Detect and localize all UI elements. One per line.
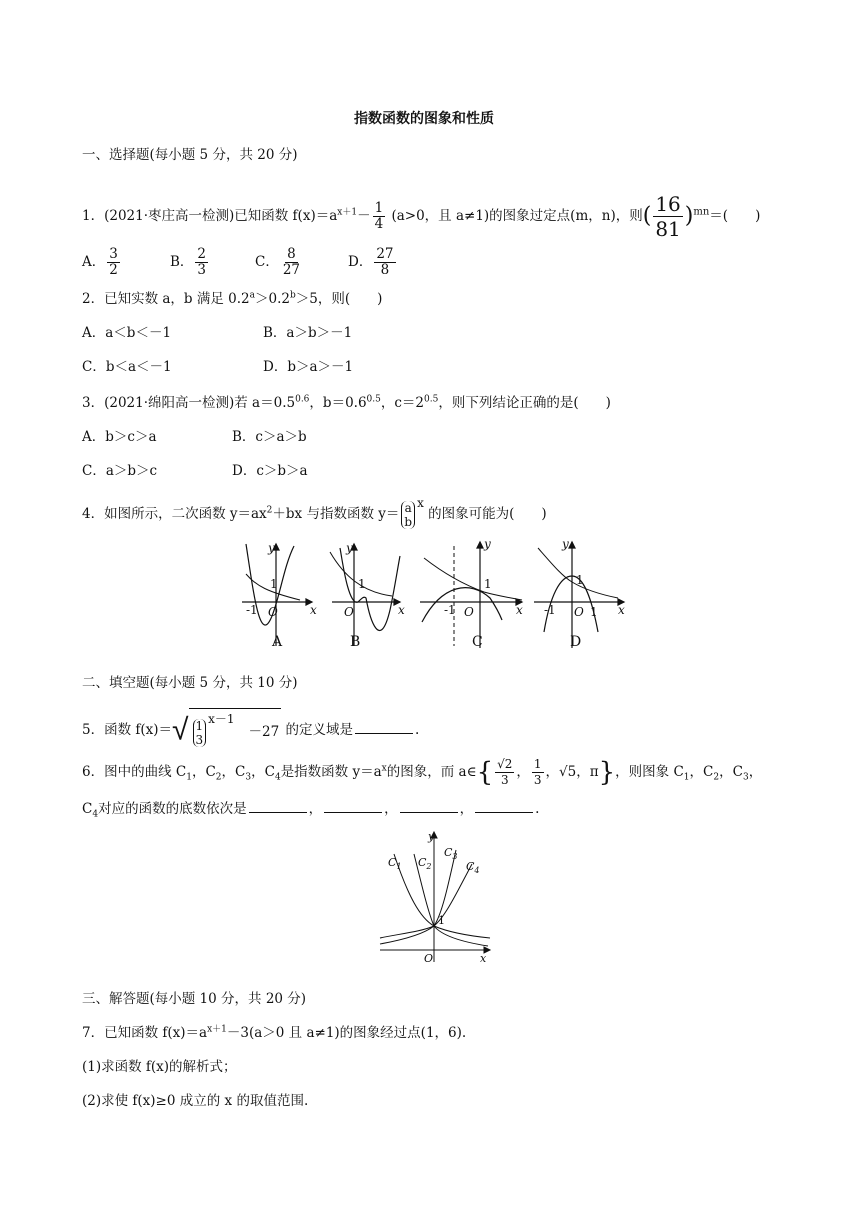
q1-frac-num: 1	[374, 200, 384, 216]
q6-tc1: ，C	[689, 764, 714, 780]
q4-stem-a: 4．如图所示，二次函数 y＝ax	[82, 506, 267, 522]
q6-c1: ，C	[191, 764, 216, 780]
q6-sep2: ，	[545, 764, 560, 780]
q1-tail: ＝( )	[709, 208, 761, 224]
q6-graph	[372, 826, 494, 966]
q6-sep3: ，	[576, 764, 590, 780]
q2-stem-c: ＞5，则( )	[295, 291, 383, 307]
q6-set-b-num: 1	[533, 757, 542, 771]
q6-end: .	[535, 801, 540, 817]
q3-stem-b: ，b＝0.6	[309, 395, 367, 411]
q7-part-2: (2)求使 f(x)≥0 成立的 x 的取值范围.	[82, 1093, 309, 1109]
q1-option-d-den: 8	[380, 262, 390, 278]
question-3-stem	[82, 394, 611, 412]
q4-c-neg: -1	[444, 603, 456, 617]
q4-base-bracket	[401, 501, 415, 529]
q1-big-fraction	[653, 192, 682, 241]
question-6-line-2	[82, 800, 539, 818]
q2-option-c: C．b＜a＜－1	[82, 359, 172, 375]
q6-set-a-den: 3	[500, 773, 509, 787]
q6-set-d: π	[589, 764, 599, 780]
q3-stem-c: ，c＝2	[380, 395, 425, 411]
q1-option-b-den: 3	[197, 262, 207, 278]
question-6-line-1: 6．图中的曲线 $C_1$，$C_2$，$C_3$，$C_4$是指数函数 $y=a^x$的图象，而 a∈{ $\frac{√2}{3}$ ， $\frac{1}{3}$ ，√5，π}，则图象 $C_1$，$C_2$，$C_3$，	[82, 757, 763, 788]
q6-s2: 2	[215, 772, 222, 783]
q6-t2: 2	[713, 772, 720, 783]
q5-prefix: 5．函数 f(x)＝	[82, 722, 173, 738]
q4-a-neg: -1	[246, 603, 258, 617]
q4-a-x: x	[310, 603, 317, 617]
q7-sup: x＋1	[207, 1024, 227, 1035]
q5-answer-blank[interactable]	[355, 733, 413, 734]
q4-d-one-x: 1	[590, 605, 598, 619]
q1-fraction	[373, 201, 386, 232]
q4-d-y: y	[562, 537, 569, 551]
q5-radicand	[189, 708, 282, 753]
q3-sup-1: 0.6	[295, 394, 310, 405]
q6-l1c: 的图象，而 a∈	[386, 764, 477, 780]
q3-option-a: A．b＞c＞a	[82, 429, 157, 445]
q6-l2b: 对应的函数的底数依次是	[98, 801, 247, 817]
q4-d-x: x	[618, 603, 625, 617]
q1-exp: x＋1	[337, 207, 358, 218]
q4-a-one: 1	[270, 577, 278, 591]
q4-graph-d	[534, 542, 624, 648]
q1-prefix: 1．(2021·枣庄高一检测)已知函数 f(x)＝a	[82, 208, 338, 224]
q1-option-c-num: 8	[287, 246, 296, 262]
q6-l1a: 6．图中的曲线 C	[82, 764, 187, 780]
q6-blank-3[interactable]	[400, 812, 458, 813]
q6-t3: 3	[742, 772, 749, 783]
q1-option-d-label: D．	[348, 254, 373, 270]
q1-option-b-num: 2	[197, 246, 207, 262]
q4-graphs	[232, 536, 632, 652]
q3-option-b: B．c＞a＞b	[232, 429, 307, 445]
q4-label-c: C	[472, 634, 483, 650]
q4-bracket-top: a	[404, 500, 412, 515]
q4-label-d: D	[570, 634, 582, 650]
question-1-stem: 1．(2021·枣庄高一检测)已知函数 $f(x)=a^{x+1}-$ $\frac{1}{4}$ (a>0，且 a≠1)的图象过定点(m，n)，则( $\frac{16}{81}$ )$^{mn}$＝( )	[82, 192, 761, 241]
q5-base-bracket	[193, 719, 207, 747]
q4-stem-c: 的图象可能为( )	[423, 506, 547, 522]
q4-graph-a	[242, 544, 312, 646]
q3-sup-3: 0.5	[424, 394, 439, 405]
q3-option-c: C．a＞b＞c	[82, 463, 158, 479]
q2-option-d: D．b＞a＞－1	[263, 359, 354, 375]
q2-sup-b: b	[289, 290, 296, 301]
q4-d-o: O	[574, 605, 584, 619]
q3-stem-d: ，则下列结论正确的是( )	[438, 395, 611, 411]
q1-option-d-num: 27	[376, 246, 394, 262]
q3-sup-2: 0.5	[366, 394, 381, 405]
q6-s1: 1	[186, 772, 192, 783]
q6-sep-c: ，	[459, 801, 474, 817]
q1-big-den: 81	[655, 217, 681, 241]
q6-label-c2: $C_2$	[418, 856, 432, 871]
q4-a-y: y	[268, 541, 275, 555]
q4-d-one: 1	[576, 573, 584, 587]
q1-option-a-num: 3	[109, 246, 118, 262]
q4-b-y: y	[346, 541, 353, 555]
q7-part-1: (1)求函数 f(x)的解析式；	[82, 1059, 237, 1075]
q6-set-c: √5	[559, 764, 577, 780]
q6-c2: ，C	[221, 764, 246, 780]
q7-stem-b: －3(a＞0 且 a≠1)的图象经过点(1，6).	[226, 1025, 467, 1041]
q4-d-neg: -1	[544, 603, 556, 617]
q4-stem-b: ＋bx 与指数函数 y＝	[272, 506, 400, 522]
q6-graph-one: 1	[438, 914, 445, 927]
q6-graph-y: y	[428, 830, 435, 843]
q6-sep1: ，	[516, 764, 530, 780]
q2-option-b: B．a＞b＞－1	[263, 325, 353, 341]
q1-frac-den: 4	[374, 216, 384, 232]
q6-c3: ，C	[251, 764, 275, 780]
q3-stem-a: 3．(2021·绵阳高一检测)若 a＝0.5	[82, 395, 296, 411]
q5-end: .	[415, 722, 420, 738]
q6-t1: 1	[683, 772, 690, 783]
q6-label-c3: $C_3$	[444, 846, 458, 861]
q1-big-num: 16	[655, 192, 681, 216]
q1-mid: －	[357, 208, 371, 224]
q1-option-c	[255, 244, 304, 280]
q6-l1b: 是指数函数 y＝a	[280, 764, 382, 780]
q2-stem-a: 2．已知实数 a，b 满足 0.2	[82, 291, 250, 307]
q5-bracket-top: 1	[195, 718, 204, 733]
section-heading-fill: 二、填空题(每小题 5 分，共 10 分)	[82, 675, 298, 691]
q4-b-o: O	[344, 605, 354, 619]
q4-a-o: O	[268, 605, 278, 619]
q5-bracket-bottom: 3	[195, 732, 204, 747]
q4-label-a: A	[272, 634, 283, 650]
q2-stem-b: ＞0.2	[255, 291, 290, 307]
q6-l1d: ，则图象 C	[615, 764, 684, 780]
q4-c-x: x	[516, 603, 523, 617]
q4-b-one: 1	[358, 577, 366, 591]
q4-label-b: B	[350, 634, 361, 650]
q6-tc2: ，C	[719, 764, 743, 780]
q6-l2a: C	[82, 801, 93, 817]
q1-option-a-label: A．	[82, 254, 106, 270]
question-7-stem	[82, 1024, 466, 1042]
q1-option-c-label: C．	[255, 254, 279, 270]
section-heading-answer: 三、解答题(每小题 10 分，共 20 分)	[82, 991, 307, 1007]
q1-option-b	[170, 244, 210, 280]
q1-option-c-den: 27	[282, 262, 301, 278]
q4-c-y: y	[484, 537, 491, 551]
q5-minus: －27	[248, 724, 280, 740]
q6-label-c4: $C_4$	[466, 860, 480, 875]
q6-t4: 4	[92, 809, 99, 820]
question-4-stem	[82, 492, 547, 536]
q4-c-one: 1	[484, 577, 492, 591]
q6-supx: x	[381, 763, 387, 774]
page-title: 指数函数的图象和性质	[354, 111, 494, 127]
q6-sep-b: ，	[384, 801, 398, 817]
q1-option-a-den: 2	[109, 262, 118, 278]
q4-graph-c	[420, 542, 522, 648]
q6-sep-a: ，	[308, 801, 323, 817]
q6-s3: 3	[245, 772, 252, 783]
q3-option-d: D．c＞b＞a	[232, 463, 308, 479]
q4-bracket-exp: x	[417, 495, 424, 510]
q6-label-c1: $C_1$	[388, 856, 402, 871]
q6-s4: 4	[274, 772, 281, 783]
q1-option-d	[348, 244, 398, 280]
q1-suffix: (a>0，且 a≠1)的图象过定点(m，n)，则	[387, 208, 643, 224]
q2-option-a: A．a＜b＜－1	[82, 325, 172, 341]
q1-big-exp: mn	[693, 206, 710, 218]
q6-blank-2[interactable]	[324, 812, 382, 813]
question-5-stem: 5．函数 f(x)＝√ 1 3 $^{x-1}$－27 的定义域是 .	[82, 704, 419, 756]
q4-graph-b	[330, 544, 400, 646]
q5-suffix: 的定义域是	[281, 722, 354, 738]
q4-bracket-bottom: b	[404, 514, 413, 529]
q6-graph-x: x	[480, 952, 487, 965]
q6-blank-1[interactable]	[249, 812, 307, 813]
section-heading-choice: 一、选择题(每小题 5 分，共 20 分)	[82, 147, 298, 163]
q1-option-a	[82, 244, 122, 280]
q6-set-b-den: 3	[533, 773, 542, 787]
q2-sup-a: a	[249, 290, 255, 301]
q7-stem-a: 7．已知函数 f(x)＝a	[82, 1025, 208, 1041]
q6-tc3: ，	[748, 764, 763, 780]
q4-b-x: x	[398, 603, 405, 617]
q6-set-a-num: √2	[497, 757, 513, 771]
q5-exp: x－1	[208, 711, 235, 726]
q6-graph-o: O	[424, 952, 434, 965]
q6-blank-4[interactable]	[475, 812, 533, 813]
question-2-stem	[82, 290, 382, 308]
q4-sup: 2	[266, 505, 273, 516]
q4-c-o: O	[464, 605, 474, 619]
q1-option-b-label: B．	[170, 254, 194, 270]
